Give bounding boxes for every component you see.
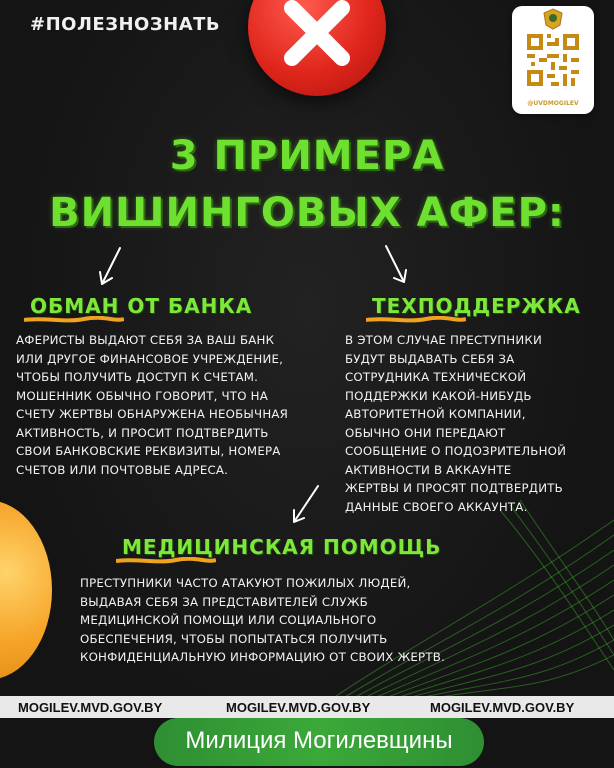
text-line: ОБЫЧНО ОНИ ПЕРЕДАЮТ xyxy=(345,425,506,440)
text-line: ДАННЫЕ СВОЕГО АККАУНТА. xyxy=(345,499,528,514)
text-line: АКТИВНОСТЬ, И ПРОСИТ ПОДТВЕРДИТЬ xyxy=(16,425,269,440)
qr-card[interactable] xyxy=(512,6,594,114)
footer-link[interactable]: MOGILEV.MVD.GOV.BY xyxy=(430,700,575,715)
text-line: СОТРУДНИКА ТЕХНИЧЕСКОЙ xyxy=(345,370,527,384)
section-title-support: ТЕХПОДДЕРЖКА xyxy=(372,294,581,318)
section-title-medical: МЕДИЦИНСКАЯ ПОМОЩЬ xyxy=(122,535,441,559)
hashtag-label: #ПОЛЕЗНОЗНАТЬ xyxy=(30,14,221,35)
text-line: БУДУТ ВЫДАВАТЬ СЕБЯ ЗА xyxy=(345,351,515,366)
footer-link[interactable]: MOGILEV.MVD.GOV.BY xyxy=(18,700,163,715)
text-line: МОШЕННИК ОБЫЧНО ГОВОРИТ, ЧТО НА xyxy=(16,388,268,403)
text-line: АКТИВНОСТИ В АККАУНТЕ xyxy=(345,462,512,477)
emblem-icon xyxy=(541,8,565,30)
arrow-down-icon xyxy=(96,246,126,290)
text-line: ЧТОБЫ ПОЛУЧИТЬ ДОСТУП К СЧЕТАМ. xyxy=(16,370,259,384)
text-line: ПРЕСТУПНИКИ ЧАСТО АТАКУЮТ ПОЖИЛЫХ ЛЮДЕЙ, xyxy=(80,576,411,590)
text-line: ЖЕРТВЫ И ПРОСЯТ ПОДТВЕРДИТЬ xyxy=(345,481,563,495)
text-line: АФЕРИСТЫ ВЫДАЮТ СЕБЯ ЗА ВАШ БАНК xyxy=(16,333,275,347)
text-line: АВТОРИТЕТНОЙ КОМПАНИИ, xyxy=(345,407,526,421)
brand-name: Милиция Могилевщины xyxy=(185,727,453,754)
text-line: ИЛИ ДРУГОЕ ФИНАНСОВОЕ УЧРЕЖДЕНИЕ, xyxy=(16,351,284,366)
text-line: В ЭТОМ СЛУЧАЕ ПРЕСТУПНИКИ xyxy=(345,333,542,347)
section-body-support xyxy=(345,331,605,516)
text-line: ОБЕСПЕЧЕНИЯ, ЧТОБЫ ПОПЫТАТЬСЯ ПОЛУЧИТЬ xyxy=(80,631,388,646)
headline-line-1: 3 ПРИМЕРА xyxy=(169,133,445,179)
text-line: ВЫДАВАЯ СЕБЯ ЗА ПРЕДСТАВИТЕЛЕЙ СЛУЖБ xyxy=(80,594,368,609)
stop-x-icon xyxy=(248,0,386,96)
qr-handle-label: @UVDMOGILEV xyxy=(527,100,579,107)
underline-stroke xyxy=(366,316,466,324)
underline-stroke xyxy=(24,316,124,324)
arrow-down-icon xyxy=(286,484,322,528)
text-line: СЧЕТУ ЖЕРТВЫ ОБНАРУЖЕНА НЕОБЫЧНАЯ xyxy=(16,407,289,421)
section-body-medical xyxy=(80,574,530,667)
underline-stroke xyxy=(116,557,216,565)
headline-line-2: ВИШИНГОВЫХ АФЕР: xyxy=(49,190,565,236)
text-line: КОНФИДЕНЦИАЛЬНУЮ ИНФОРМАЦИЮ ОТ СВОИХ ЖЕРТВ. xyxy=(80,650,446,664)
text-line: ПОДДЕРЖКИ КАКОЙ-НИБУДЬ xyxy=(345,388,532,403)
footer-link[interactable]: MOGILEV.MVD.GOV.BY xyxy=(226,700,371,715)
brand-pill xyxy=(154,718,484,766)
text-line: МЕДИЦИНСКОЙ ПОМОЩИ ИЛИ СОЦИАЛЬНОГО xyxy=(80,613,377,627)
text-line: СООБЩЕНИЕ О ПОДОЗРИТЕЛЬНОЙ xyxy=(345,444,567,458)
text-line: СЧЕТОВ ИЛИ ПОЧТОВЫЕ АДРЕСА. xyxy=(16,462,229,477)
section-title-bank: ОБМАН ОТ БАНКА xyxy=(30,294,252,318)
qr-code-icon[interactable] xyxy=(527,34,579,86)
section-body-bank xyxy=(16,331,346,479)
text-line: СВОИ БАНКОВСКИЕ РЕКВИЗИТЫ, НОМЕРА xyxy=(16,444,281,458)
arrow-down-icon xyxy=(382,244,412,288)
